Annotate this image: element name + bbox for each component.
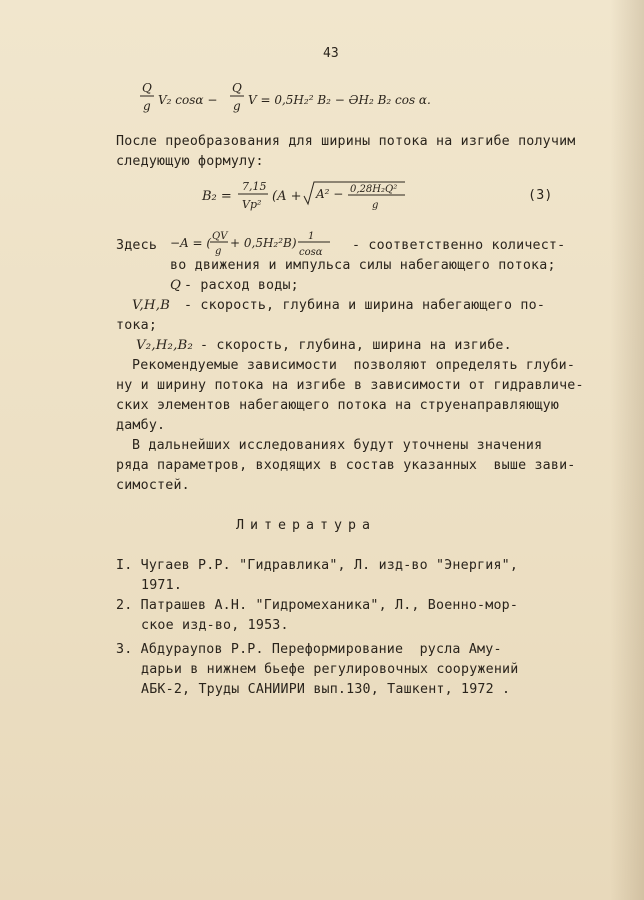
here-word: Здесь xyxy=(116,238,158,253)
reference-3-line1: 3. Абдураупов Р.Р. Переформирование русла Аму- xyxy=(116,642,502,657)
svg-text:0,28H₂Q²: 0,28H₂Q² xyxy=(350,184,398,195)
svg-text:B₂ =: B₂ = xyxy=(202,189,232,204)
def4-text: - скорость, глубина, ширина на изгибе. xyxy=(200,338,512,353)
page-number: 43 xyxy=(323,46,339,61)
def4-symbol: V₂,H₂,B₂ xyxy=(136,338,194,353)
para2-line2: ну и ширину потока на изгибе в зависимости от гидравличе- xyxy=(116,378,584,393)
svg-text:g: g xyxy=(372,200,379,211)
para2-line4: дамбу. xyxy=(116,418,166,433)
reference-3-line3: АБК-2, Труды САНИИРИ вып.130, Ташкент, 1972 . xyxy=(141,682,511,697)
svg-text:g: g xyxy=(233,99,241,113)
reference-3-line2: дарьи в нижнем бьефе регулировочных сооружений xyxy=(141,662,519,677)
def3-symbol: V,H,B xyxy=(132,298,171,313)
svg-text:+ 0,5H₂²B): + 0,5H₂²B) xyxy=(230,236,297,250)
reference-2-line2: ское изд-во, 1953. xyxy=(141,618,289,633)
para2-line1: Рекомендуемые зависимости позволяют определять глуби- xyxy=(132,358,576,373)
svg-text:−A = (: −A = ( xyxy=(170,236,212,250)
page-edge-shadow xyxy=(610,0,644,900)
svg-text:QV: QV xyxy=(212,231,228,242)
para1-line1: После преобразования для ширины потока на изгибе получим xyxy=(116,134,576,149)
svg-text:Q: Q xyxy=(232,81,242,95)
svg-text:cosα: cosα xyxy=(299,247,323,258)
reference-1-line2: 1971. xyxy=(141,578,183,593)
para3-line3: симостей. xyxy=(116,478,190,493)
svg-text:(A +: (A + xyxy=(272,189,302,204)
def1-line2: во движения и импульса силы набегающего потока; xyxy=(170,258,556,273)
svg-text:7,15: 7,15 xyxy=(242,180,267,193)
svg-text:Q: Q xyxy=(142,81,152,95)
svg-text:1: 1 xyxy=(308,231,315,242)
reference-1-line1: I. Чугаев Р.Р. "Гидравлика", Л. изд-во "Энергия", xyxy=(116,558,519,573)
literature-heading: Литература xyxy=(236,518,377,533)
def3-line2: тока; xyxy=(116,318,158,333)
svg-text:g: g xyxy=(215,246,222,257)
para1-line2: следующую формулу: xyxy=(116,154,264,169)
para2-line3: ских элементов набегающего потока на струенаправляющую xyxy=(116,398,560,413)
def1-line1: - соответственно количест- xyxy=(352,238,566,253)
formula-1 xyxy=(140,78,490,120)
formula-2 xyxy=(200,170,460,220)
def2-symbol: Q xyxy=(170,278,182,293)
para3-line2: ряда параметров, входящих в состав указанных выше зави- xyxy=(116,458,576,473)
para3-line1: В дальнейших исследованиях будут уточнены значения xyxy=(132,438,543,453)
svg-text:g: g xyxy=(143,99,151,113)
formula-2-number: (3) xyxy=(528,188,553,203)
reference-2-line1: 2. Патрашев А.Н. "Гидромеханика", Л., Военно-мор- xyxy=(116,598,519,613)
svg-text:Vp²: Vp² xyxy=(242,198,262,211)
svg-text:V = 0,5H₂² B₂ − ƏH₂ B₂ cos α.: V = 0,5H₂² B₂ − ƏH₂ B₂ cos α. xyxy=(248,93,431,107)
svg-text:A² −: A² − xyxy=(316,187,344,201)
svg-text:V₂ cosα −: V₂ cosα − xyxy=(158,93,218,107)
def2-text: - расход воды; xyxy=(184,278,299,293)
def3-line1: - скорость, глубина и ширина набегающего по- xyxy=(184,298,546,313)
